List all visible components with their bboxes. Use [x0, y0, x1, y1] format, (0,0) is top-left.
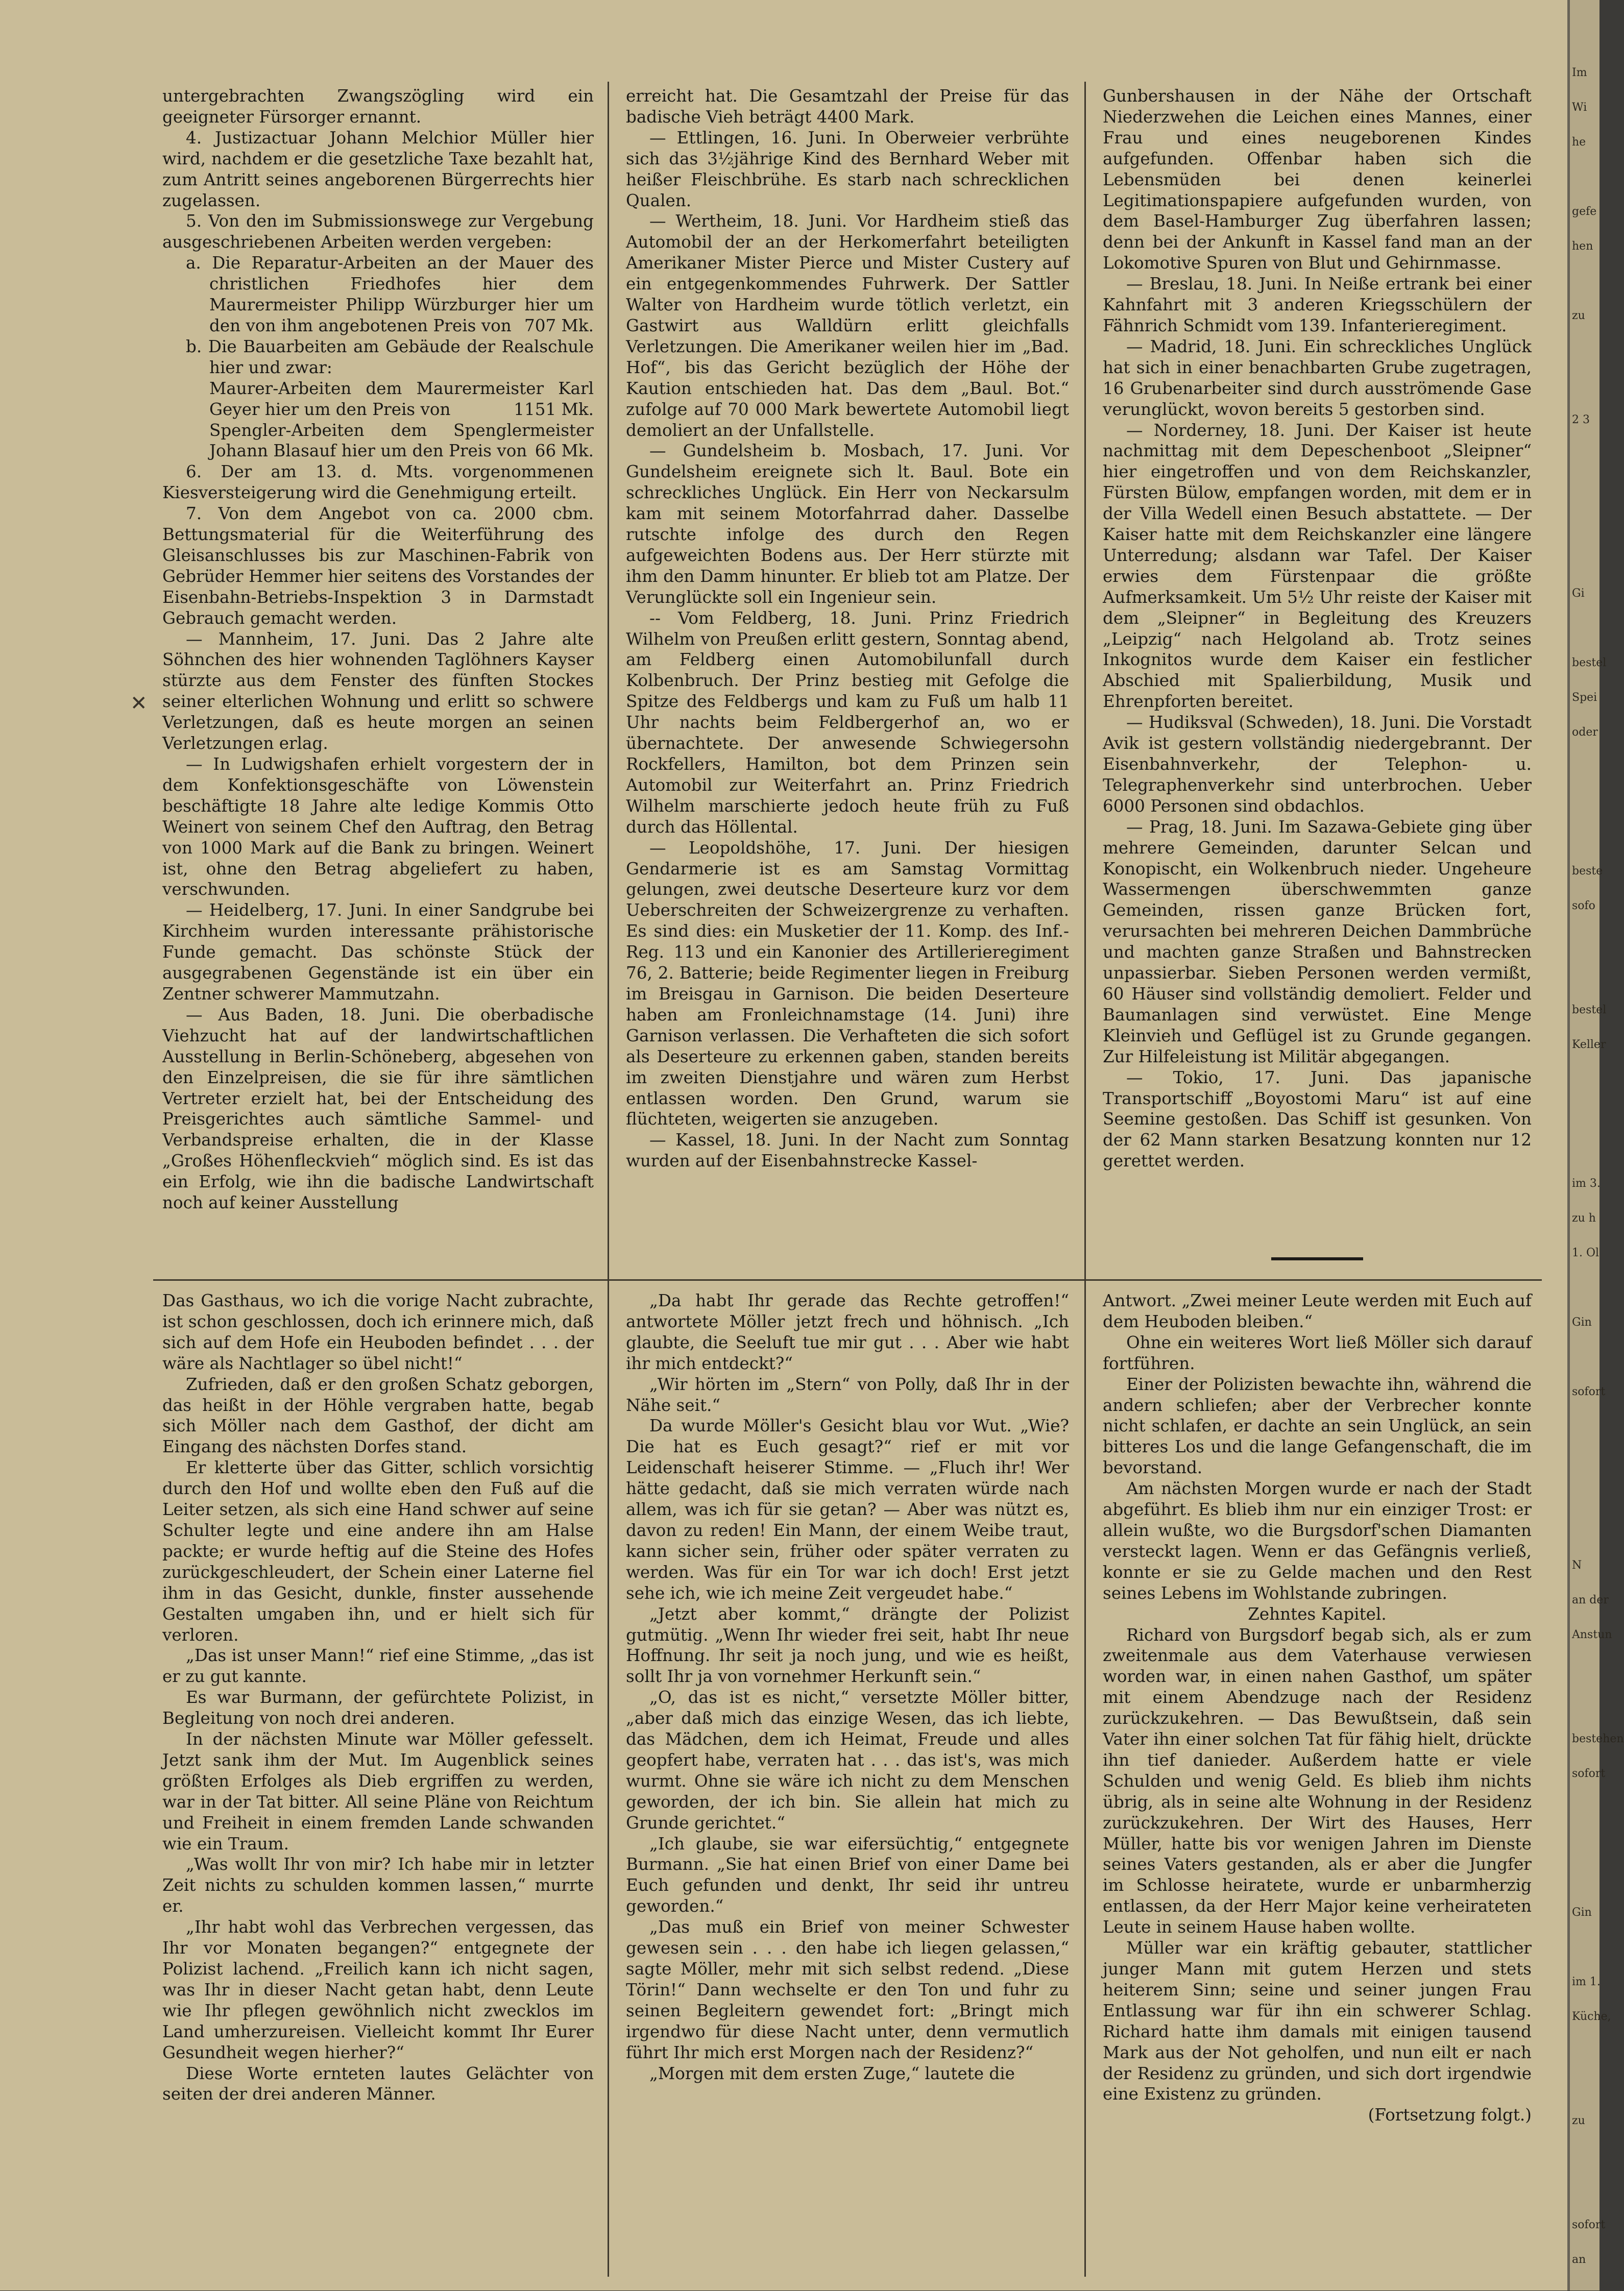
paragraph-text: Das Gasthaus, wo ich die vorige Nacht zubrachte, ist schon geschlossen, doch ich erinnere mich, daß sich auf dem Hofe ein Heuboden befindet . . . der wäre als Nachtlager so übel nicht!“ [162, 1291, 594, 1373]
paragraph [626, 608, 1069, 838]
paragraph [626, 1834, 1069, 1917]
paragraph-text: — Hudiksval (Schweden), 18. Juni. Die Vorstadt Avik ist gestern vollständig niedergebrannt. Der Eisenbahnverkehr, der Telephon- u. Telegraphenverkehr sind unterbrochen. Ueber 6000 Personen sind obdachlos. [1103, 713, 1532, 816]
paragraph [162, 128, 594, 211]
paragraph-text: Da wurde Möller's Gesicht blau vor Wut. „Wie? Die hat es Euch gesagt?“ rief er mit vor Leidenschaft heiserer Stimme. — „Fluch ihr! Wer hätte gedacht, daß sie mich verraten würde nach allem, was ich für sie getan? — Aber was nützt es, davon zu reden! Ein Mann, der einem Weibe traut, kann sicher sein, früher oder später verraten zu werden. Was für ein Tor war ich doch! Erst jetzt sehe ich, wie ich meine Zeit vergeudet habe.“ [626, 1416, 1069, 1603]
paragraph-text: Spengler-Arbeiten dem Spenglermeister Johann Blasauf hier um den Preis von [209, 420, 594, 461]
column-top-middle [626, 86, 1069, 1269]
paragraph [162, 1005, 594, 1213]
adjacent-page-fragment: Im [1572, 66, 1587, 79]
paragraph [1103, 336, 1532, 420]
paragraph-text: — Heidelberg, 17. Juni. In einer Sandgrube bei Kirchheim wurden interessante prähistorische Funde gemacht. Das schönste Stück der ausgegrabenen Gegenstände ist ein über ein Zentner schwerer Mammutzahn. [162, 900, 594, 1004]
paragraph [626, 128, 1069, 211]
paragraph-text: Zehntes Kapitel. [1248, 1604, 1387, 1624]
serial-column-right [1103, 1290, 1532, 2291]
paragraph-text: — Leopoldshöhe, 17. Juni. Der hiesigen Gendarmerie ist es am Samstag Vormittag gelungen, zwei deutsche Deserteure kurz vor dem Ueberschreiten der Schweizergrenze zu verhaften. Es sind dies: ein Musketier der 11. Komp. des Inf.-Reg. 113 und ein Kanonier des Artillerieregiment 76, 2. Batterie; beide Regimenter liegen in Freiburg im Breisgau in Garnison. Die beiden Deserteure haben am Fronleichnamstage (14. Juni) ihre Garnison verlassen. Die Verhafteten die sich sofort als Deserteure zu erkennen gaben, standen bereits im zweiten Dienstjahre und wären zum Herbst entlassen worden. Den Grund, warum sie flüchteten, weigerten sie anzugeben. [626, 838, 1069, 1129]
paragraph [1103, 1478, 1532, 1603]
paragraph [626, 1917, 1069, 2063]
adjacent-page-fragment: beste [1572, 865, 1603, 878]
adjacent-page-fragment: he [1572, 136, 1586, 149]
paragraph [1103, 1625, 1532, 1938]
paragraph-text: — In Ludwigshafen erhielt vorgestern der in dem Konfektionsgeschäfte von Löwenstein beschäftigte 18 Jahre alte ledige Kommis Otto Weinert von seinem Chef den Auftrag, den Betrag von 1000 Mark auf die Bank zu bringen. Weinert ist, ohne den Betrag abgeliefert zu haben, verschwunden. [162, 754, 594, 899]
paragraph [626, 838, 1069, 1130]
paragraph-text: Einer der Polizisten bewachte ihn, während die andern schliefen; aber der Verbrecher konnte nicht schlafen, er dachte an sein Unglück, an sein bitteres Los und die lange Gefangenschaft, die im bevorstand. [1103, 1374, 1532, 1478]
paragraph [162, 211, 594, 253]
adjacent-page-fragment: Gin [1572, 1316, 1592, 1329]
adjacent-page-fragment: sofort [1572, 2219, 1606, 2231]
column-top-left [162, 86, 594, 1269]
paragraph-text: Maurer-Arbeiten dem Maurermeister Karl Geyer hier um den Preis von [209, 378, 594, 419]
adjacent-page-edge [1570, 0, 1624, 2290]
paragraph [162, 420, 594, 462]
column-top-right [1103, 86, 1532, 1269]
adjacent-page-fragment: sofort [1572, 1767, 1606, 1780]
adjacent-page-fragment: bestehen [1572, 1733, 1624, 1745]
paragraph-text: — Kassel, 18. Juni. In der Nacht zum Sonntag wurden auf der Eisenbahnstrecke Kassel- [626, 1130, 1069, 1171]
paragraph-text: 5. Von den im Submissionswege zur Vergebung ausgeschriebenen Arbeiten werden vergeben: [162, 211, 594, 252]
paragraph-text: — Norderney, 18. Juni. Der Kaiser ist heute nachmittag mit dem Depeschenboot „Sleipner“ hier eingetroffen und von dem Reichskanzler, Fürsten Bülow, empfangen worden, mit dem er in der Villa Wedell einen Besuch abstattete. — Der Kaiser hatte mit dem Reichskanzler eine längere Unterredung; alsdann war Tafel. Der Kaiser erwies dem Fürstenpaar die größte Aufmerksamkeit. Um 5½ Uhr reiste der Kaiser mit dem „Sleipner“ in Begleitung des Kreuzers „Leipzig“ nach Helgoland ab. Trotz seines Inkognitos wurde dem Kaiser ein festlicher Abschied mit Spalierbildung, Musik und Ehrenpforten bereitet. [1103, 420, 1532, 712]
adjacent-page-fragment: im 3. [1572, 1177, 1601, 1190]
pencil-mark: ✕ [130, 692, 148, 715]
adjacent-page-fragment: bestel [1572, 656, 1607, 669]
paragraph-text: — Tokio, 17. Juni. Das japanische Transportschiff „Boyostomi Maru“ ist auf eine Seemine gestoßen. Das Schiff ist gesunken. Von der 62 Mann starken Besatzung konnten nur 12 gerettet werden. [1103, 1067, 1532, 1171]
paragraph-text: Müller war ein kräftig gebauter, stattlicher junger Mann mit gutem Herzen und stets heiterem Sinn; seine und seiner jungen Frau Entlassung war für ihn ein schwerer Schlag. Richard hatte ihm damals mit einigen tausend Mark aus der Not geholfen, und nun eilt er nach der Residenz zu gründen, und sich dort irgendwie eine Existenz zu gründen. [1103, 1938, 1532, 2104]
paragraph [1103, 86, 1532, 274]
paragraph-text: „Was wollt Ihr von mir? Ich habe mir in letzter Zeit nichts zu schulden kommen lassen,“ murrte er. [162, 1855, 594, 1916]
paragraph-text: 7. Von dem Angebot von ca. 2000 cbm. Bettungsmaterial für die Weiterführung des Gleisanschlusses bis zur Maschinen-Fabrik von Gebrüder Hemmer hier seitens des Vorstandes der Eisenbahn-Betriebs-Inspektion 3 in Darmstadt Gebrauch gemacht werden. [162, 504, 594, 628]
serial-column-middle [626, 1290, 1069, 2291]
paragraph [626, 2063, 1069, 2084]
paragraph [162, 1374, 594, 1458]
paragraph-text: erreicht hat. Die Gesamtzahl der Preise für das badische Vieh beträgt 4400 Mark. [626, 86, 1069, 127]
paragraph-text: In der nächsten Minute war Möller gefesselt. Jetzt sank ihm der Mut. Im Augenblick seines größten Erfolges als Dieb ergriffen zu werden, war in der Tat bitter. All seine Pläne von Reichtum und Freiheit in einem fremden Lande schwanden wie ein Traum. [162, 1729, 594, 1854]
paragraph [626, 211, 1069, 441]
paragraph-text: Ohne ein weiteres Wort ließ Möller sich darauf fortführen. [1103, 1332, 1532, 1373]
section-end-rule [1271, 1257, 1363, 1260]
paragraph [626, 1416, 1069, 1603]
paragraph-text: „Das ist unser Mann!“ rief eine Stimme, „das ist er zu gut kannte. [162, 1646, 594, 1687]
adjacent-page-fragment: Anstun [1572, 1628, 1612, 1641]
paragraph [162, 1854, 594, 1917]
paragraph [162, 253, 594, 336]
paragraph [626, 86, 1069, 128]
paragraph-text: — Ettlingen, 16. Juni. In Oberweier verbrühte sich das 3½jährige Kind des Bernhard Weber mit heißer Fleischbrühe. Es starb nach schrecklichen Qualen. [626, 128, 1069, 210]
paragraph-text: Diese Worte ernteten lautes Gelächter von seiten der drei anderen Männer. [162, 2063, 594, 2104]
paragraph-text: Es war Burmann, der gefürchtete Polizist, in Begleitung von noch drei anderen. [162, 1688, 594, 1728]
paragraph [626, 1290, 1069, 1374]
paragraph-text: 6. Der am 13. d. Mts. vorgenommenen Kiesversteigerung wird die Genehmigung erteilt. [162, 462, 594, 503]
paragraph-text: — Mannheim, 17. Juni. Das 2 Jahre alte Söhnchen des hier wohnenden Taglöhners Kayser stürzte aus dem Fenster des fünften Stockes seiner elterlichen Wohnung und erlitt so schwere Verletzungen, daß es heute morgen an seinen Verletzungen erlag. [162, 629, 594, 753]
paragraph [162, 86, 594, 128]
adjacent-page-fragment: zu [1572, 2114, 1585, 2127]
adjacent-page-fragment: hen [1572, 240, 1593, 253]
paragraph-text: Am nächsten Morgen wurde er nach der Stadt abgeführt. Es blieb ihm nur ein einziger Trost: er allein wußte, wo die Burgsdorf'schen Diamanten versteckt lagen. Wenn er das Gefängnis verließ, konnte er sie zu Gelde machen und den Rest seines Lebens im Wohlstande zubringen. [1103, 1479, 1532, 1603]
adjacent-page-fragment: an der [1572, 1594, 1609, 1606]
adjacent-page-fragment: sofort [1572, 1385, 1606, 1398]
adjacent-page-fragment: 2 3 [1572, 413, 1590, 426]
paragraph [162, 1457, 594, 1645]
adjacent-page-fragment: oder [1572, 726, 1598, 739]
paragraph [1103, 420, 1532, 713]
paragraph-text: b. Die Bauarbeiten am Gebäude der Realschule hier und zwar: [186, 336, 594, 377]
adjacent-page-fragment: gefe [1572, 205, 1597, 218]
paragraph-text: „O, das ist es nicht,“ versetzte Möller bitter, „aber daß mich das einzige Wesen, das ich liebte, das Mädchen, dem ich Heimat, Freude und alles geopfert habe, verraten hat . . . das ist's, was mich wurmt. Ohne sie wäre ich nicht zu dem Menschen geworden, der ich bin. Sie allein hat mich zu Grunde gerichtet.“ [626, 1688, 1069, 1833]
adjacent-page-fragment: an [1572, 2253, 1586, 2266]
paragraph-text: Zufrieden, daß er den großen Schatz geborgen, das heißt in der Höhle vergraben hatte, begab sich Möller nach dem Gasthof, der dicht am Eingang des nächsten Dorfes stand. [162, 1374, 594, 1457]
adjacent-page-fragment: N [1572, 1559, 1582, 1572]
paragraph [162, 1687, 594, 1729]
paragraph [1103, 1938, 1532, 2105]
adjacent-page-fragment: bestel [1572, 1004, 1607, 1016]
adjacent-page-fragment: Gi [1572, 587, 1585, 600]
paragraph-text: Er kletterte über das Gitter, schlich vorsichtig durch den Hof und wollte eben den Fuß auf die Leiter setzen, als sich eine Hand schwer auf seine Schulter legte und eine andere ihn am Halse packte; er wurde heftig auf die Steine des Hofes zurückgeschleudert, der Schein einer Laterne fiel ihm in das Gesicht, dunkle, finster aussehende Gestalten umgaben ihn, und er hielt sich für verloren. [162, 1458, 594, 1645]
paragraph-text: -- Vom Feldberg, 18. Juni. Prinz Friedrich Wilhelm von Preußen erlitt gestern, Sonntag abend, am Feldberg einen Automobilunfall durch Kolbenbruch. Der Prinz bestieg mit Gefolge die Spitze des Feldbergs und kam zu Fuß um halb 11 Uhr nachts beim Feldbergerhof an, wo er übernachtete. Der anwesende Schwiegersohn Rockfellers, Hamilton, bot dem Prinzen sein Automobil zur Weiterfahrt an. Prinz Friedrich Wilhelm marschierte jedoch heute früh zu Fuß durch das Höllental. [626, 608, 1069, 837]
paragraph [162, 461, 594, 503]
paragraph [626, 1130, 1069, 1172]
paragraph-text: „Das muß ein Brief von meiner Schwester gewesen sein . . . den habe ich liegen gelassen,“ sagte Möller, mehr mit sich selbst redend. „Diese Törin!“ Dann wechselte er den Ton und fuhr zu seinen Begleitern gewendet fort: „Bringt mich irgendwo für diese Nacht unter, denn vermutlich führt Ihr mich erst Morgen nach der Residenz?“ [626, 1917, 1069, 2062]
paragraph [1103, 1604, 1532, 1625]
paragraph-text: „Ihr habt wohl das Verbrechen vergessen, das Ihr vor Monaten begangen?“ entgegnete der Polizist lachend. „Freilich kann ich nicht sagen, was Ihr in dieser Nacht getan habt, denn Leute wie Ihr pflegen gewöhnlich nicht zwecklos im Land umherzureisen. Vielleicht kommt Ihr Eurer Gesundheit wegen hierher?“ [162, 1917, 594, 2062]
paragraph [1103, 712, 1532, 817]
adjacent-page-fragment: 1. Ol [1572, 1247, 1599, 1259]
paragraph [1103, 1067, 1532, 1172]
paragraph-text: — Prag, 18. Juni. Im Sazawa-Gebiete ging über mehrere Gemeinden, darunter Selcan und Konopischt, ein Wolkenbruch nieder. Ungeheure Wassermengen überschwemmten ganze Gemeinden, rissen ganze Brücken fort, verursachten bei mehreren Deichen Dammbrüche und machten ganze Straßen und Bahnstrecken unpassierbar. Sieben Personen werden vermißt, 60 Häuser sind vollständig demoliert. Felder und Baumanlagen sind verwüstet. Eine Menge Kleinvieh und Geflügel ist zu Grunde gegangen. Zur Hilfeleistung ist Militär abgegangen. [1103, 817, 1532, 1066]
paragraph-text: untergebrachten Zwangszögling wird ein geeigneter Fürsorger ernannt. [162, 86, 594, 127]
adjacent-page-fragment: Gin [1572, 1906, 1592, 1919]
paragraph [162, 900, 594, 1005]
paragraph [1103, 817, 1532, 1067]
serial-column-left [162, 1290, 594, 2291]
paragraph [1103, 2105, 1532, 2126]
paragraph [162, 336, 594, 378]
paragraph [626, 1374, 1069, 1416]
paragraph [1103, 1332, 1532, 1374]
paragraph-text: — Gundelsheim b. Mosbach, 17. Juni. Vor Gundelsheim ereignete sich lt. Baul. Bote ein schreckliches Unglück. Ein Herr von Neckarsulm kam mit seinem Motorfahrrad daher. Dasselbe rutschte infolge des durch den Regen aufgeweichten Bodens aus. Der Herr stürzte mit ihm den Damm hinunter. Er blieb tot am Platze. Der Verunglückte soll ein Ingenieur sein. [626, 441, 1069, 607]
adjacent-page-fragment: Spei [1572, 691, 1597, 704]
adjacent-page-fragment: im 1. [1572, 1976, 1601, 1988]
adjacent-page-fragment: sofo [1572, 899, 1595, 912]
paragraph-text: — Breslau, 18. Juni. In Neiße ertrank bei einer Kahnfahrt mit 3 anderen Kriegsschülern der Fähnrich Schmidt vom 139. Infanterieregiment. [1103, 274, 1532, 335]
paragraph [1103, 1290, 1532, 1332]
adjacent-page-fragment: Wi [1572, 101, 1587, 114]
paragraph [162, 1290, 594, 1374]
paragraph-text: 4. Justizactuar Johann Melchior Müller hier wird, nachdem er die gesetzliche Taxe bezahlt hat, zum Antritt seines angeborenen Bürgerrechts hier zugelassen. [162, 128, 594, 210]
paragraph [162, 1917, 594, 2063]
paragraph [162, 2063, 594, 2105]
paragraph [626, 441, 1069, 607]
paragraph [626, 1604, 1069, 1688]
paragraph-text: (Fortsetzung folgt.) [1368, 2105, 1532, 2125]
paragraph [162, 378, 594, 420]
price-amount: 66 Mk. [535, 441, 594, 461]
paragraph [162, 629, 594, 754]
paragraph [162, 754, 594, 900]
adjacent-page-fragment: Keller [1572, 1038, 1606, 1051]
paragraph-text: Gunbershausen in der Nähe der Ortschaft Niederzwehen die Leichen eines Mannes, einer Frau und eines neugeborenen Kindes aufgefunden. Offenbar haben sich die Lebensmüden bei denen keinerlei Legitimationspapiere aufgefunden wurden, von dem Basel-Hamburger Zug überfahren lassen; denn bei der Ankunft in Kassel fand man an der Lokomotive Spuren von Blut und Gehirnmasse. [1103, 86, 1532, 273]
paragraph-text: „Da habt Ihr gerade das Rechte getroffen!“ antwortete Möller jetzt frech und höhnisch. „Ich glaubte, die Seeluft tue mir gut . . . Aber wie habt ihr mich entdeckt?“ [626, 1291, 1069, 1373]
paragraph [1103, 274, 1532, 336]
paragraph-text: — Aus Baden, 18. Juni. Die oberbadische Viehzucht hat auf der landwirtschaftlichen Ausstellung in Berlin-Schöneberg, abgesehen von den Einzelpreisen, die sie für ihre sämtlichen Vertreter erzielt hat, bei der Entscheidung des Preisgerichtes auch sämtliche Sammel- und Verbandspreise erhalten, die in der Klasse „Großes Höhenfleckvieh“ möglich sind. Es ist das ein Erfolg, wie ihn die badische Landwirtschaft noch auf keiner Ausstellung [162, 1005, 594, 1213]
paragraph-text: „Ich glaube, sie war eifersüchtig,“ entgegnete Burmann. „Sie hat einen Brief von einer Dame bei Euch gefunden und denkt, Ihr seid ihr untreu geworden.“ [626, 1834, 1069, 1916]
paragraph [162, 1729, 594, 1854]
paragraph-text: Richard von Burgsdorf begab sich, als er zum zweitenmale aus dem Vaterhause verwiesen worden war, in einen nahen Gasthof, um später mit einem Abendzuge nach der Residenz zurückzukehren. — Das Bewußtsein, daß sein Vater ihn einer solchen Tat für fähig hielt, drückte ihn tief danieder. Außerdem hatte er viele Schulden und wenig Geld. Es blieb ihm nichts übrig, als in seine alte Wohnung in der Residenz zurückzukehren. Der Wirt des Hauses, Herr Müller, hatte bis vor wenigen Jahren im Dienste seines Vaters gestanden, als er aber die Jungfer im Schlosse heiratete, wurde er unbarmherzig entlassen, da der Herr Major keine verheirateten Leute in seinem Hause haben wollte. [1103, 1625, 1532, 1937]
adjacent-page-fragment: zu h [1572, 1212, 1596, 1225]
serial-separator-rule [153, 1279, 1542, 1281]
adjacent-page-fragment: Küche, [1572, 2010, 1611, 2023]
paragraph-text: „Jetzt aber kommt,“ drängte der Polizist gutmütig. „Wenn Ihr wieder frei seit, habt Ihr neue Hoffnung. Ihr seit ja noch jung, und wie es heißt, sollt Ihr ja von vornehmer Herkunft sein.“ [626, 1604, 1069, 1687]
paragraph-text: „Morgen mit dem ersten Zuge,“ lautete die [649, 2063, 1015, 2083]
paragraph [1103, 1374, 1532, 1479]
price-amount: 1151 Mk. [514, 399, 594, 419]
paragraph [626, 1687, 1069, 1833]
paragraph-text: „Wir hörten im „Stern“ von Polly, daß Ihr in der Nähe seit.“ [626, 1374, 1069, 1415]
price-amount: 707 Mk. [524, 315, 594, 335]
column-rule [608, 82, 609, 2277]
paragraph-text: Antwort. „Zwei meiner Leute werden mit Euch auf dem Heuboden bleiben.“ [1103, 1291, 1532, 1331]
paragraph-text: a. Die Reparatur-Arbeiten an der Mauer des christlichen Friedhofes hier dem Maurermeister Philipp Würzburger hier um den von ihm angebotenen Preis von [186, 253, 594, 335]
paragraph-text: — Wertheim, 18. Juni. Vor Hardheim stieß das Automobil der an der Herkomerfahrt beteiligten Amerikaner Mister Pierce und Mister Custery auf ein entgegenkommendes Fuhrwerk. Der Sattler Walter von Hardheim wurde tötlich verletzt, ein Gastwirt aus Walldürn erlitt gleichfalls Verletzungen. Die Amerikaner weilen hier im „Bad. Hof“, bis das Gericht bezüglich der Höhe der Kaution entschieden hat. Das dem „Baul. Bot.“ zufolge auf 70 000 Mark bewertete Automobil liegt demoliert an der Unfallstelle. [626, 211, 1069, 440]
paragraph [162, 1645, 594, 1687]
paragraph-text: — Madrid, 18. Juni. Ein schreckliches Unglück hat sich in einer benachbarten Grube zugetragen, 16 Grubenarbeiter sind durch ausströmende Gase verunglückt, wovon bereits 5 gestorben sind. [1103, 336, 1532, 419]
paragraph [162, 503, 594, 628]
column-rule [1084, 82, 1086, 2277]
adjacent-page-fragment: zu [1572, 309, 1585, 322]
